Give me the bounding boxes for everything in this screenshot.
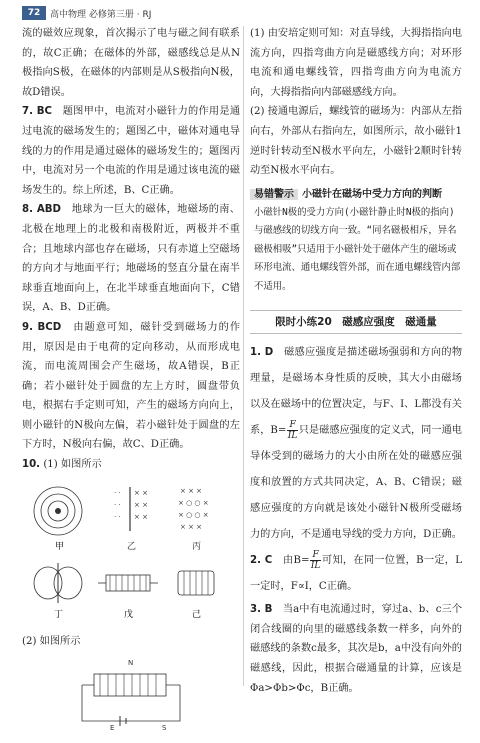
tip-body: 小磁针N极的受力方向(小磁针静止时N极的指向)与磁感线的切线方向一致。“同名磁极相斥，异名磁极相吸”只适用于小磁针处于磁体产生的磁场或环形电流、通电螺线管外部，而在通电螺线管内部不适用。	[254, 206, 461, 292]
formula-numerator-2: F	[312, 549, 319, 560]
answer-2-number: 2. C	[250, 555, 273, 567]
diagram-ji	[178, 571, 214, 620]
diagram-ding	[34, 563, 82, 620]
diagram-jia	[34, 487, 82, 552]
circuit-diagram	[22, 656, 240, 732]
figure-label-wu: 戊	[124, 609, 134, 620]
formula-numerator: F	[289, 419, 296, 430]
diagram-wu	[98, 575, 158, 620]
answer-7-text: 题图甲中，电流对小磁针力的作用是通过电流的磁场发生的；题图乙中，磁体对通电导线的力的作用是通过磁体的磁场发生的；题图丙中，电流对另一个电流的作用是通过该电流的磁场发生的。综上所述，B、C正确。	[22, 106, 241, 196]
diagram-yi	[114, 487, 148, 552]
left-column	[22, 24, 240, 743]
tip-title	[250, 186, 462, 204]
answer-1-text-a: 磁感应强度是描述磁场强弱和方向的物理量，是磁场本身性质的反映，其大小由磁场以及在磁场中的位置决定，与F、I、L都没有关系，B=	[250, 347, 463, 437]
right-paragraph-2: (2) 接通电源后，螺线管的磁场为：内部从左指向右，外部从右指向左，如图所示，故小磁针1逆时针转动至N极水平向左，小磁针2顺时针转动至N极水平向右。	[250, 106, 462, 177]
svg-text:× ○ ○ ×: × ○ ○ ×	[178, 510, 209, 519]
tip-label: 易错警示	[250, 189, 298, 200]
right-column	[250, 24, 462, 698]
paragraph-intro: 流的磁效应现象，首次揭示了电与磁之间有联系的，故C正确；在磁体的外部，磁感线总是从N极指向S极，在磁体的内部则是从S极指向N极，故D错误。	[22, 28, 240, 98]
figure-circuit	[22, 656, 240, 740]
answer-10-part1-text: (1) 如图所示	[43, 459, 102, 471]
svg-text:× ×: × ×	[134, 512, 148, 521]
figure-label-ji: 己	[192, 609, 202, 620]
figure-label-ding: 丁	[54, 609, 64, 620]
figure-label-yi: 乙	[127, 541, 137, 552]
figure-label-bing: 丙	[192, 541, 202, 552]
answer-10-part2: (2) 如图所示	[22, 636, 81, 648]
answer-9	[22, 318, 240, 455]
answer-8-number: 8. ABD	[22, 204, 61, 216]
page-header	[0, 0, 480, 24]
svg-text:· ·: · ·	[114, 488, 121, 497]
svg-text:· ·: · ·	[114, 500, 121, 509]
right-paragraph-1: (1) 由安培定则可知：对直导线，大拇指指向电流方向，四指弯曲方向是磁感线方向；对环形电流和通电螺线管，四指弯曲方向为电流方向，大拇指指向内部磁感线方向。	[250, 28, 462, 98]
mistake-tip	[250, 186, 462, 297]
svg-text:× × ×: × × ×	[180, 486, 203, 495]
answer-1-text-b: 只是磁感应强度的定义式，同一通电导体受到的磁场力的大小由所在处的磁感应强度和放置的方式共同决定，A、B、C错误；磁感应强度的方向就是该处小磁针N极所受磁场力的方向，不是通电导线的受力方向，D正确。	[250, 425, 462, 541]
svg-text:· ·: · ·	[114, 512, 121, 521]
section-heading: 限时小练20 磁感应强度 磁通量	[250, 310, 462, 334]
formula-fraction	[287, 420, 297, 441]
column-divider	[243, 26, 244, 686]
figure-label-jia: 甲	[55, 541, 65, 552]
circuit-label-e: E	[110, 723, 115, 732]
answer-9-text: 由题意可知，磁针受到磁场力的作用，原因是由于电荷的定向移动，从而形成电流，而电流周围会产生磁场，故A错误，B正确；若小磁针处于圆盘的左上方时，圆盘带负电，根据右手定则可知，产生的磁场方向向上，则小磁针的N极向左偏，若小磁针处于圆盘的左下方时，N极向右偏，故C、D正确。	[22, 321, 241, 451]
answer-3-text: 当a中有电流通过时，穿过a、b、c三个闭合线圈的向里的磁感线条数一样多，向外的磁感线的条数c最多，其次是b，a中没有向外的磁感线，因此，根据合磁通量的计算，应该是Φa>Φb>Φc，B正确。	[250, 604, 463, 694]
answer-1	[250, 340, 462, 548]
answer-9-number: 9. BCD	[22, 321, 62, 333]
answer-2-text-a: 由B=	[283, 555, 310, 567]
answer-10-part1	[22, 455, 240, 475]
formula-denominator: IL	[287, 430, 298, 441]
answer-3	[250, 600, 462, 698]
circuit-label-s: S	[162, 723, 167, 732]
answer-7	[22, 102, 240, 200]
formula-fraction-2	[310, 550, 320, 571]
answer-10-number: 10.	[22, 459, 41, 471]
tip-heading: 小磁针在磁场中受力方向的判断	[302, 188, 442, 200]
svg-text:× × ×: × × ×	[180, 522, 203, 531]
svg-text:× ×: × ×	[134, 488, 148, 497]
field-diagrams	[22, 479, 240, 621]
answer-8-text: 地球为一巨大的磁体，地磁场的南、北极在地理上的北极和南极附近，两极并不重合；且地球内部也存在磁场，只有赤道上空磁场的方向才与地面平行；地磁场的竖直分量在南半球垂直地面向上，在北半球垂直地面向下，C错误，A、B、D正确。	[22, 204, 240, 314]
diagram-bing	[178, 487, 209, 552]
answer-3-number: 3. B	[250, 604, 273, 616]
answer-2-text-b: 可知，在同一位置，B一定，L一定时，F∝I，C正确。	[250, 555, 463, 593]
svg-text:× ×: × ×	[134, 500, 148, 509]
answer-8	[22, 200, 240, 318]
answer-2	[250, 548, 462, 600]
page-number: 72	[22, 6, 46, 20]
svg-text:× ○ ○ ×: × ○ ○ ×	[178, 498, 209, 507]
circuit-label-n: N	[128, 658, 134, 667]
formula-denominator-2: IL	[310, 560, 321, 571]
answer-7-number: 7. BC	[22, 106, 53, 118]
book-title: 高中物理 必修第三册 · RJ	[50, 10, 152, 20]
figure-field-lines	[22, 479, 240, 629]
answer-1-number: 1. D	[250, 347, 274, 359]
